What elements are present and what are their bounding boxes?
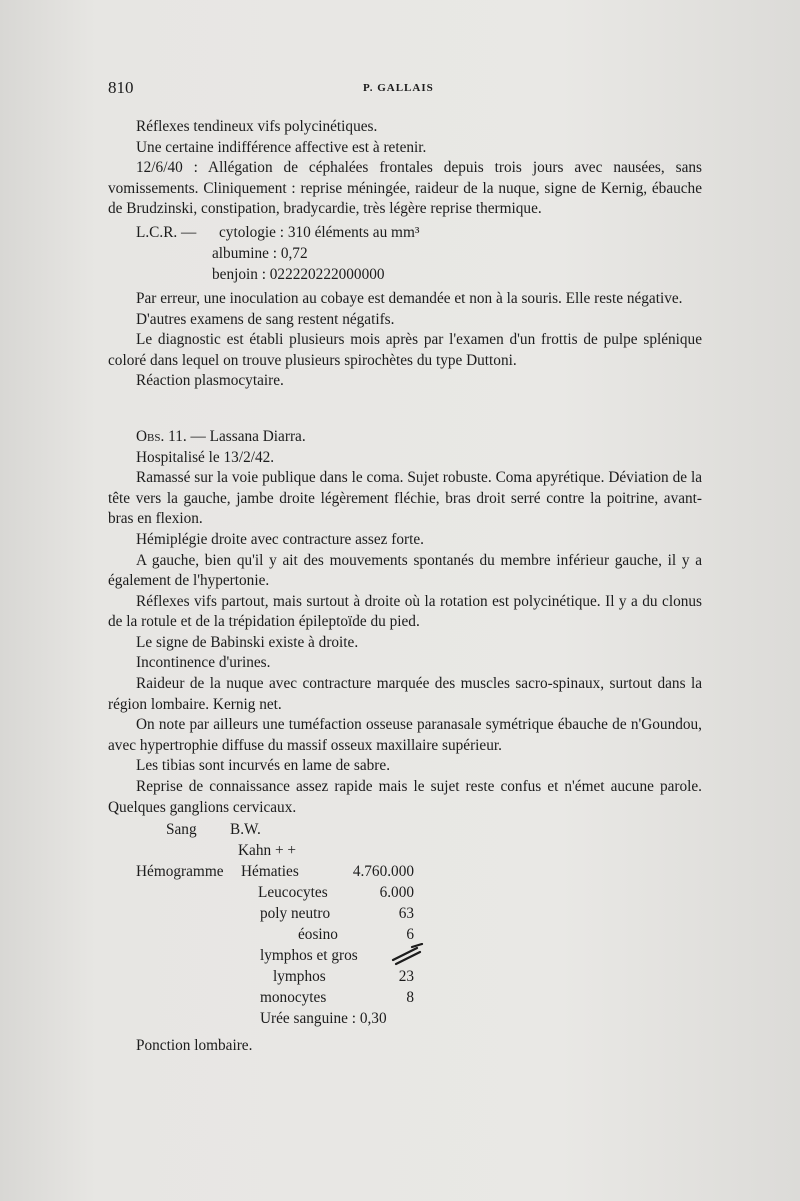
lab-poly-neutro-value: 63 bbox=[398, 905, 414, 923]
lcr-line: albumine : 0,72 bbox=[212, 244, 308, 262]
lcr-results bbox=[108, 223, 702, 285]
paragraph: D'autres examens de sang restent négatifs. bbox=[136, 310, 395, 328]
lab-hematies-value: 4.760.000 bbox=[352, 863, 414, 881]
lcr-line: benjoin : 022220222000000 bbox=[212, 265, 385, 283]
lab-hematies-label: Hématies bbox=[241, 863, 299, 881]
paragraph: A gauche, bien qu'il y ait des mouvements spontanés du membre inférieur gauche, il y a également de l'hypertonie. bbox=[108, 551, 702, 590]
paragraph: Réaction plasmocytaire. bbox=[136, 372, 284, 390]
paragraph: Le signe de Babinski existe à droite. bbox=[136, 633, 359, 651]
observation-name: — Lassana Diarra. bbox=[190, 427, 306, 445]
lab-poly-neutro-label: poly neutro bbox=[260, 905, 331, 923]
lab-results bbox=[108, 820, 702, 1040]
paragraph: Hémiplégie droite avec contracture assez forte. bbox=[136, 530, 424, 548]
paragraph: Reprise de connaissance assez rapide mais le sujet reste confus et n'émet aucune parole. Quelques ganglions cervicaux. bbox=[108, 778, 702, 816]
paragraph: On note par ailleurs une tuméfaction osseuse paranasale symétrique ébauche de n'Goundou, avec hypertrophie diffuse du massif osseux maxillaire supérieur. bbox=[108, 716, 702, 754]
paragraph: Hospitalisé le 13/2/42. bbox=[136, 448, 275, 466]
lcr-label: L.C.R. — bbox=[136, 223, 197, 241]
lab-monocytes-value: 8 bbox=[406, 989, 414, 1007]
page-header bbox=[108, 78, 688, 102]
lab-leucocytes-label: Leucocytes bbox=[258, 884, 328, 902]
observation-heading bbox=[108, 427, 702, 448]
paragraph: Réflexes vifs partout, mais surtout à droite où la rotation est polycinétique. Il y a du clonus de la rotule et de la trépidation épileptoïde du pied. bbox=[108, 592, 702, 631]
paragraph: Les tibias sont incurvés en lame de sabre. bbox=[136, 757, 391, 775]
paragraph: Raideur de la nuque avec contracture marquée des muscles sacro-spinaux, surtout dans la région lombaire. Kernig net. bbox=[108, 675, 702, 713]
lcr-line: cytologie : 310 éléments au mm³ bbox=[219, 223, 420, 241]
lab-lymphos-label: lymphos bbox=[273, 968, 326, 986]
page-number: 810 bbox=[108, 78, 134, 97]
paragraph: Une certaine indifférence affective est à retenir. bbox=[136, 138, 427, 156]
lab-eosino-label: éosino bbox=[298, 926, 338, 944]
lab-hemogramme: Hémogramme bbox=[136, 863, 224, 881]
body-text bbox=[108, 117, 702, 1057]
paragraph: Le diagnostic est établi plusieurs mois après par l'examen d'un frottis de pulpe splénique coloré dans lequel on trouve plusieurs spirochètes du type Duttoni. bbox=[108, 331, 702, 369]
paragraph: Ramassé sur la voie publique dans le coma. Sujet robuste. Coma apyrétique. Déviation de la tête vers la gauche, jambe droite légèrement fléchie, bras droit serré contre la poitrine, avant-bras en flexion. bbox=[108, 469, 702, 528]
lab-lymphos-gros-label: lymphos et gros bbox=[260, 947, 358, 965]
paragraph: Ponction lombaire. bbox=[136, 1037, 253, 1055]
lab-monocytes-label: monocytes bbox=[260, 989, 327, 1007]
handwritten-mark-icon bbox=[390, 943, 424, 967]
paragraph: Réflexes tendineux vifs polycinétiques. bbox=[136, 118, 378, 135]
lab-leucocytes-value: 6.000 bbox=[379, 884, 414, 902]
observation-label: Obs. 11. bbox=[136, 427, 187, 445]
lab-lymphos-value: 23 bbox=[398, 968, 414, 986]
lab-bw: B.W. bbox=[230, 821, 261, 839]
paragraph: Incontinence d'urines. bbox=[136, 654, 271, 672]
paragraph: 12/6/40 : Allégation de céphalées frontales depuis trois jours avec nausées, sans vomissements. Cliniquement : reprise méningée, raideur de la nuque, signe de Kernig, ébauche de Brudzinski, constipation, bradycardie, très légère reprise thermique. bbox=[108, 159, 702, 218]
lab-kahn: Kahn + + bbox=[238, 842, 297, 860]
running-head: P. GALLAIS bbox=[363, 82, 434, 94]
lab-eosino-value: 6 bbox=[406, 926, 414, 944]
paragraph: Par erreur, une inoculation au cobaye est demandée et non à la souris. Elle reste négative. bbox=[136, 289, 683, 307]
lab-sang: Sang bbox=[166, 821, 197, 839]
lab-uree: Urée sanguine : 0,30 bbox=[260, 1010, 387, 1028]
